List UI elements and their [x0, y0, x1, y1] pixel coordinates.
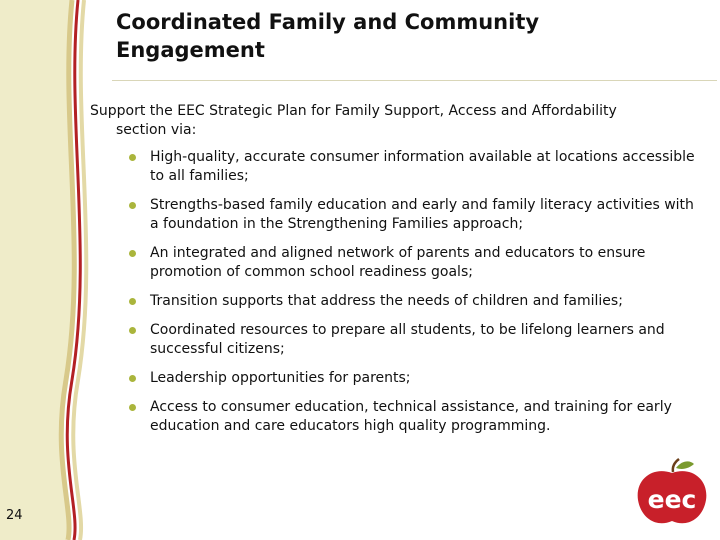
intro-paragraph: Support the EEC Strategic Plan for Family Support, Access and Affordability section via:: [90, 103, 617, 138]
bullet-item: [128, 321, 698, 359]
left-decorative-band: [0, 0, 110, 540]
bullet-dot-icon: [129, 327, 136, 334]
slide-title: [116, 8, 636, 64]
bullet-item: [128, 292, 698, 311]
bullet-text: Strengths-based family education and early and family literacy activities with a foundation in the Strengthening Families approach;: [150, 197, 694, 232]
bullet-dot-icon: [129, 298, 136, 305]
bullet-item: [128, 196, 698, 234]
bullet-text: Access to consumer education, technical assistance, and training for early education and care educators high quality programming.: [150, 399, 672, 434]
title-divider: [112, 80, 717, 81]
bullet-item: [128, 398, 698, 436]
eec-apple-logo: [632, 458, 712, 528]
bullet-item: [128, 244, 698, 282]
bullet-dot-icon: [129, 154, 136, 161]
bullet-text: An integrated and aligned network of parents and educators to ensure promotion of common school readiness goals;: [150, 245, 646, 280]
slide-title-line2: Engagement: [116, 38, 265, 62]
bullet-dot-icon: [129, 250, 136, 257]
bullet-text: High-quality, accurate consumer information available at locations accessible to all families;: [150, 149, 695, 184]
bullet-text: Transition supports that address the needs of children and families;: [150, 293, 623, 309]
bullet-text: Coordinated resources to prepare all students, to be lifelong learners and successful citizens;: [150, 322, 665, 357]
bullet-dot-icon: [129, 404, 136, 411]
bullet-dot-icon: [129, 375, 136, 382]
slide-title-line1: Coordinated Family and Community: [116, 10, 540, 34]
bullet-list: [128, 148, 698, 436]
page-number: 24: [6, 508, 23, 523]
bullet-dot-icon: [129, 202, 136, 209]
svg-text:eec: eec: [647, 485, 697, 514]
bullet-item: [128, 148, 698, 186]
bullet-text: Leadership opportunities for parents;: [150, 370, 411, 386]
bullet-item: [128, 369, 698, 388]
